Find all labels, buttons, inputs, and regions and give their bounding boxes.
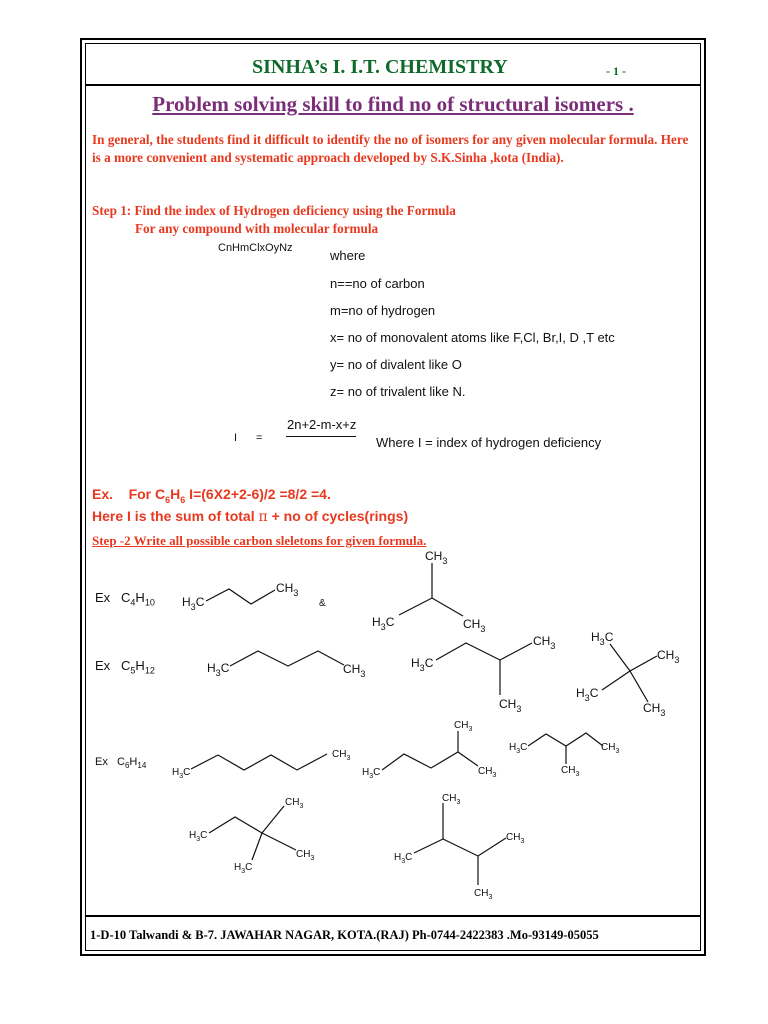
example-for: For C [128, 486, 166, 502]
subscript-3: 3 [584, 693, 590, 703]
subscript-3: 3 [346, 755, 351, 762]
ex-text: Ex [95, 756, 108, 768]
equation-numerator: 2n+2-m-x+z [287, 417, 357, 432]
step2-heading: Step -2 Write all possible carbon sleletons for given formula. [92, 533, 427, 548]
subscript-3: 3 [293, 588, 299, 598]
dimethylbutane23-bonds [414, 838, 506, 856]
c5-c: C [121, 658, 131, 673]
ch3-label: $CH_3$ [561, 765, 580, 778]
ch3-label: $CH_3$ [332, 749, 351, 762]
subscript-3: 3 [488, 894, 493, 901]
example-c-sub: 6 [165, 494, 171, 505]
isopentane-bonds-main [436, 643, 532, 660]
subtitle: Problem solving skill to find no of structural isomers . [152, 92, 634, 116]
ch3-label: $CH_3$ [474, 888, 493, 901]
neopentane-bond-2 [630, 656, 657, 671]
variable-z: z= no of trivalent like N. [330, 384, 466, 399]
neopentane-bond-4 [630, 671, 648, 702]
dimethylbutane22-bond-2 [262, 833, 296, 850]
h3c-label: $H_3C$ [207, 661, 230, 678]
c4-c-sub: 4 [130, 597, 136, 608]
ch3-label: $CH_3$ [276, 581, 299, 598]
carbon-letter: C [220, 661, 230, 675]
equation-equals: = [256, 432, 263, 444]
where-label: where [330, 248, 366, 263]
subscript-3: 3 [599, 637, 605, 647]
ch3-label: $CH_3$ [643, 701, 666, 718]
example-h: H [170, 486, 181, 502]
subscript-3: 3 [401, 858, 406, 865]
c6-c: C [117, 756, 125, 768]
subscript-3: 3 [196, 836, 201, 843]
equation-lhs: I [234, 432, 238, 444]
subscript-3: 3 [468, 726, 473, 733]
isobutane-bonds-main [399, 598, 463, 616]
subscript-3: 3 [615, 748, 620, 755]
c4-h-sub: 10 [144, 597, 155, 608]
h3c-label: $H_3C$ [182, 595, 205, 612]
ch3-label: $CH_3$ [533, 634, 556, 651]
subscript-3: 3 [660, 708, 666, 718]
example-line2-a: Here I is the sum of total [92, 508, 259, 524]
ch3-label: $CH_3$ [454, 720, 473, 733]
carbon-letter: C [405, 852, 413, 863]
ch3-label: $CH_3$ [506, 832, 525, 845]
h3c-label: $H_3C$ [576, 686, 599, 703]
subscript-3: 3 [179, 773, 184, 780]
page-title: SINHA’s I. I.T. CHEMISTRY [252, 56, 508, 78]
equation-where: Where I = index of hydrogen deficiency [376, 435, 602, 450]
example-label: Ex. [92, 486, 114, 502]
subscript-3: 3 [456, 799, 461, 806]
carbon-letter: C [373, 767, 381, 778]
ch3-label: $CH_3$ [478, 766, 497, 779]
hexane-bonds [191, 754, 327, 770]
subscript-3: 3 [299, 803, 304, 810]
c6-h: H [129, 756, 138, 768]
neopentane-bond-1 [610, 644, 630, 671]
variable-m: m=no of hydrogen [330, 303, 436, 318]
h3c-label: $H_3C$ [372, 615, 395, 632]
dimethylbutane22-bonds [209, 806, 284, 833]
carbon-letter: C [424, 656, 434, 670]
ampersand: & [319, 598, 326, 609]
ch3-label: $CH_3$ [499, 697, 522, 714]
variable-y: y= no of divalent like O [330, 357, 462, 372]
subscript-3: 3 [550, 641, 556, 651]
h3c-label: $H_3C$ [234, 862, 253, 875]
step1-line1: Step 1: Find the index of Hydrogen deficiency using the Formula [92, 203, 456, 218]
subscript-3: 3 [369, 773, 374, 780]
subscript-3: 3 [241, 868, 246, 875]
butane-bonds [206, 589, 275, 604]
h3c-label: $H_3C$ [394, 852, 413, 865]
subscript-3: 3 [575, 771, 580, 778]
example-line2-b: + no of cycles(rings) [267, 508, 409, 524]
subscript-3: 3 [380, 622, 386, 632]
c5-h-sub: 12 [144, 665, 155, 676]
ch3-label: $CH_3$ [296, 849, 315, 862]
ch3-label: $CH_3$ [442, 793, 461, 806]
general-formula: CnHmClxOyNz [218, 242, 293, 254]
methylpentane3-bonds [528, 733, 603, 746]
h3c-label: $H_3C$ [172, 767, 191, 780]
ch3-label: $CH_3$ [425, 549, 448, 566]
dimethylbutane22-bond-3 [252, 833, 262, 860]
subscript-3: 3 [516, 704, 522, 714]
subscript-3: 3 [492, 772, 497, 779]
h3c-label: $H_3C$ [411, 656, 434, 673]
h3c-label: $H_3C$ [189, 830, 208, 843]
footer-address: 1-D-10 Talwandi & B-7. JAWAHAR NAGAR, KOTA.(RAJ) Ph-0744-2422383 .Mo-93149-05055 [90, 928, 599, 942]
subscript-3: 3 [190, 602, 196, 612]
c5-c-sub: 5 [130, 665, 136, 676]
methylpentane2-bonds [382, 752, 478, 770]
subscript-3: 3 [480, 624, 486, 634]
ch3-label: $CH_3$ [343, 662, 366, 679]
c4-h: H [135, 590, 145, 605]
ch3-label: $CH_3$ [463, 617, 486, 634]
subscript-3: 3 [442, 556, 448, 566]
c6-h-sub: 14 [137, 761, 147, 771]
c4-c: C [121, 590, 131, 605]
c5-h: H [135, 658, 145, 673]
ex-text: Ex [95, 658, 111, 673]
carbon-letter: C [589, 686, 599, 700]
subscript-3: 3 [520, 838, 525, 845]
carbon-letter: C [195, 595, 205, 609]
example-calc: I=(6X2+2-6)/2 =8/2 =4. [185, 486, 331, 502]
carbon-letter: C [520, 742, 528, 753]
subscript-3: 3 [419, 663, 425, 673]
h3c-label: $H_3C$ [509, 742, 528, 755]
intro-paragraph: In general, the students find it difficult to identify the no of isomers for any given molecular formula. Here is a more convenient and systematic approach developed by S.K.Sinha ,kota (India). [92, 132, 689, 165]
subscript-3: 3 [310, 855, 315, 862]
h3c-label: $H_3C$ [362, 767, 381, 780]
variable-x: x= no of monovalent atoms like F,Cl, Br,I, D ,T etc [330, 330, 615, 345]
c6-c-sub: 6 [124, 761, 130, 771]
variable-n: n==no of carbon [330, 276, 425, 291]
carbon-letter: C [385, 615, 395, 629]
ch3-label: $CH_3$ [657, 648, 680, 665]
carbon-letter: C [604, 630, 614, 644]
subscript-3: 3 [215, 668, 221, 678]
carbon-letter: C [183, 767, 191, 778]
carbon-letter: C [245, 862, 253, 873]
pentane-bonds [230, 651, 344, 666]
page-number: - 1 - [606, 64, 626, 78]
ch3-label: $CH_3$ [601, 742, 620, 755]
carbon-letter: C [200, 830, 208, 841]
pi-symbol: π [258, 509, 268, 525]
subscript-3: 3 [516, 748, 521, 755]
ex-text: Ex [95, 590, 111, 605]
bond-lines [191, 563, 657, 885]
step1-line2: For any compound with molecular formula [135, 221, 379, 236]
ch3-label: $CH_3$ [285, 797, 304, 810]
subscript-3: 3 [360, 669, 366, 679]
example-h-sub: 6 [180, 494, 186, 505]
h3c-label: $H_3C$ [591, 630, 614, 647]
neopentane-bond-3 [602, 671, 630, 690]
subscript-3: 3 [674, 655, 680, 665]
